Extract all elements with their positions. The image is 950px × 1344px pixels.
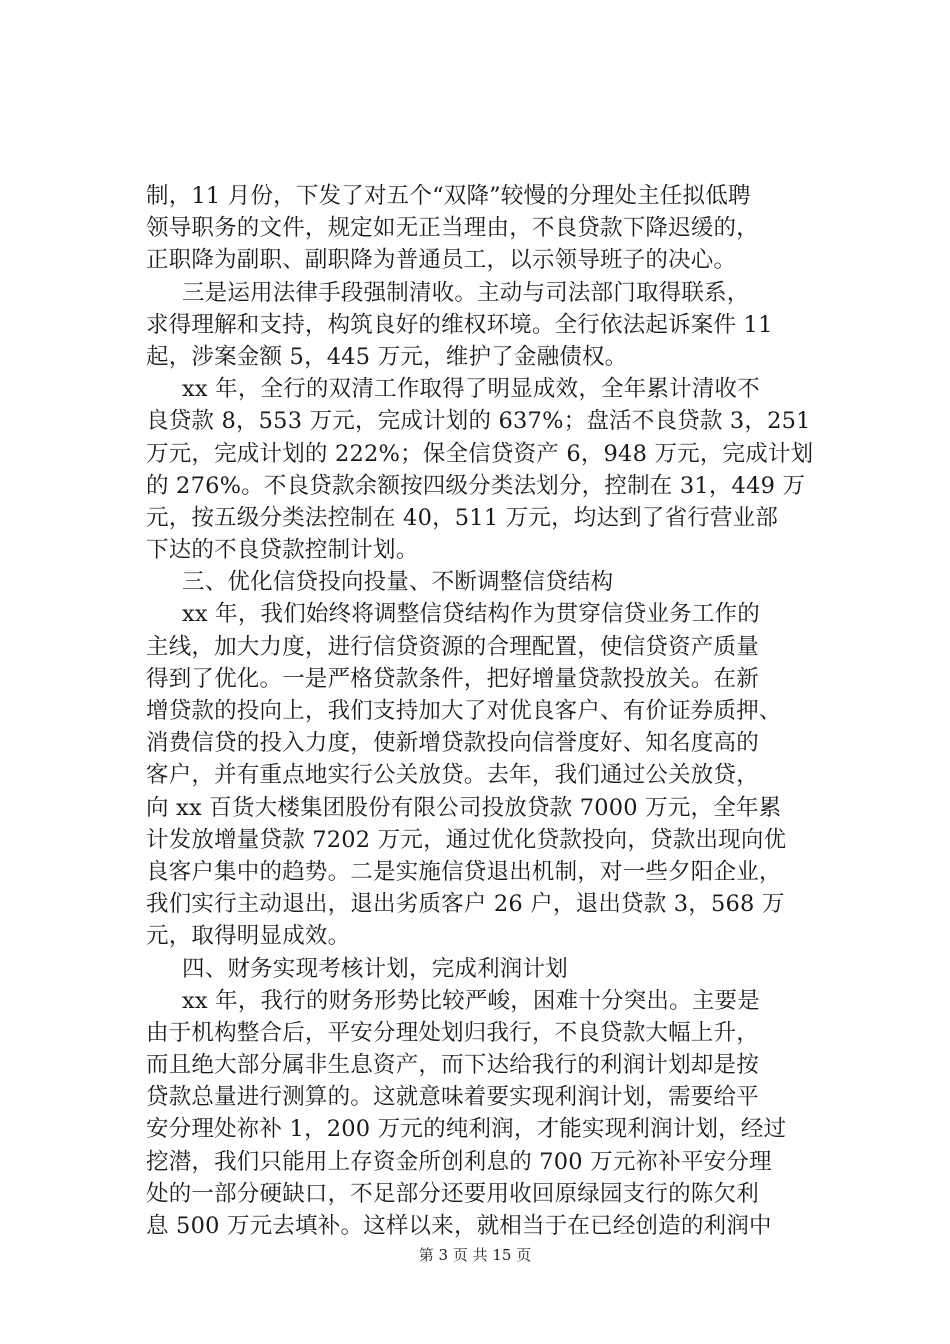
text-line: 贷款总量进行测算的。这就意味着要实现利润计划，需要给平: [146, 1084, 759, 1111]
text-line: 计发放增量贷款 7202 万元，通过优化贷款投向，贷款出现向优: [146, 826, 787, 853]
text-line: 三、优化信贷投向投量、不断调整信贷结构: [182, 569, 614, 596]
text-line: 制，11 月份，下发了对五个“双降”较慢的分理处主任拟低聘: [146, 183, 751, 209]
text-line: 元，按五级分类法控制在 40，511 万元，均达到了省行营业部: [146, 504, 779, 531]
text-line: 挖潜，我们只能用上存资金所创利息的 700 万元祢补平安分理: [146, 1148, 772, 1175]
text-line: 由于机构整合后，平安分理处划归我行，不良贷款大幅上升，: [146, 1019, 759, 1046]
text-line: 领导职务的文件，规定如无正当理由，不良贷款下降迟缓的，: [146, 215, 759, 242]
text-line: 起，涉案金额 5，445 万元，维护了金融债权。: [146, 343, 628, 370]
page-footer: [0, 1245, 950, 1265]
text-line: 处的一部分硬缺口，不足部分还要用收回原绿园支行的陈欠利: [146, 1180, 759, 1207]
text-line: xx 年，我们始终将调整信贷结构作为贯穿信贷业务工作的: [182, 601, 760, 628]
text-line: xx 年，全行的双清工作取得了明显成效，全年累计清收不: [182, 376, 760, 403]
text-line: 得到了优化。一是严格贷款条件，把好增量贷款投放关。在新: [146, 665, 759, 692]
text-line: 万元，完成计划的 222%；保全信贷资产 6，948 万元，完成计划: [146, 440, 814, 467]
text-line: 我们实行主动退出，退出劣质客户 26 户，退出贷款 3，568 万: [146, 891, 785, 918]
text-line: 元，取得明显成效。: [146, 923, 351, 950]
page-number-label: 第 3 页 共 15 页: [418, 1246, 532, 1264]
text-line: 四、财务实现考核计划，完成利润计划: [182, 955, 568, 982]
text-line: 三是运用法律手段强制清收。主动与司法部门取得联系，: [182, 279, 750, 306]
text-line: 向 xx 百货大楼集团股份有限公司投放贷款 7000 万元，全年累: [146, 794, 782, 821]
text-line: 增贷款的投向上，我们支持加大了对优良客户、有价证券质押、: [146, 698, 782, 724]
text-line: 良贷款 8，553 万元，完成计划的 637%；盘活不良贷款 3，251: [146, 408, 811, 435]
document-body: [146, 180, 836, 1242]
text-line: 的 276%。不良贷款余额按四级分类法划分，控制在 31，449 万: [146, 472, 806, 499]
text-line: 消费信贷的投入力度，使新增贷款投向信誉度好、知名度高的: [146, 730, 759, 757]
text-line: 良客户集中的趋势。二是实施信贷退出机制，对一些夕阳企业，: [146, 858, 782, 885]
text-line: 主线，加大力度，进行信贷资源的合理配置，使信贷资产质量: [146, 633, 759, 660]
text-line: 息 500 万元去填补。这样以来，就相当于在已经创造的利润中: [146, 1213, 772, 1239]
text-line: 下达的不良贷款控制计划。: [146, 537, 419, 564]
text-line: 客户，并有重点地实行公关放贷。去年，我们通过公关放贷，: [146, 762, 759, 789]
text-line: 而且绝大部分属非生息资产，而下达给我行的利润计划却是按: [146, 1052, 759, 1079]
text-line: 安分理处祢补 1，200 万元的纯利润，才能实现利润计划，经过: [146, 1116, 787, 1143]
text-line: xx 年，我行的财务形势比较严峻，困难十分突出。主要是: [182, 987, 760, 1014]
text-line: 求得理解和支持，构筑良好的维权环境。全行依法起诉案件 11: [146, 311, 773, 338]
text-line: 正职降为副职、副职降为普通员工，以示领导班子的决心。: [146, 247, 737, 274]
